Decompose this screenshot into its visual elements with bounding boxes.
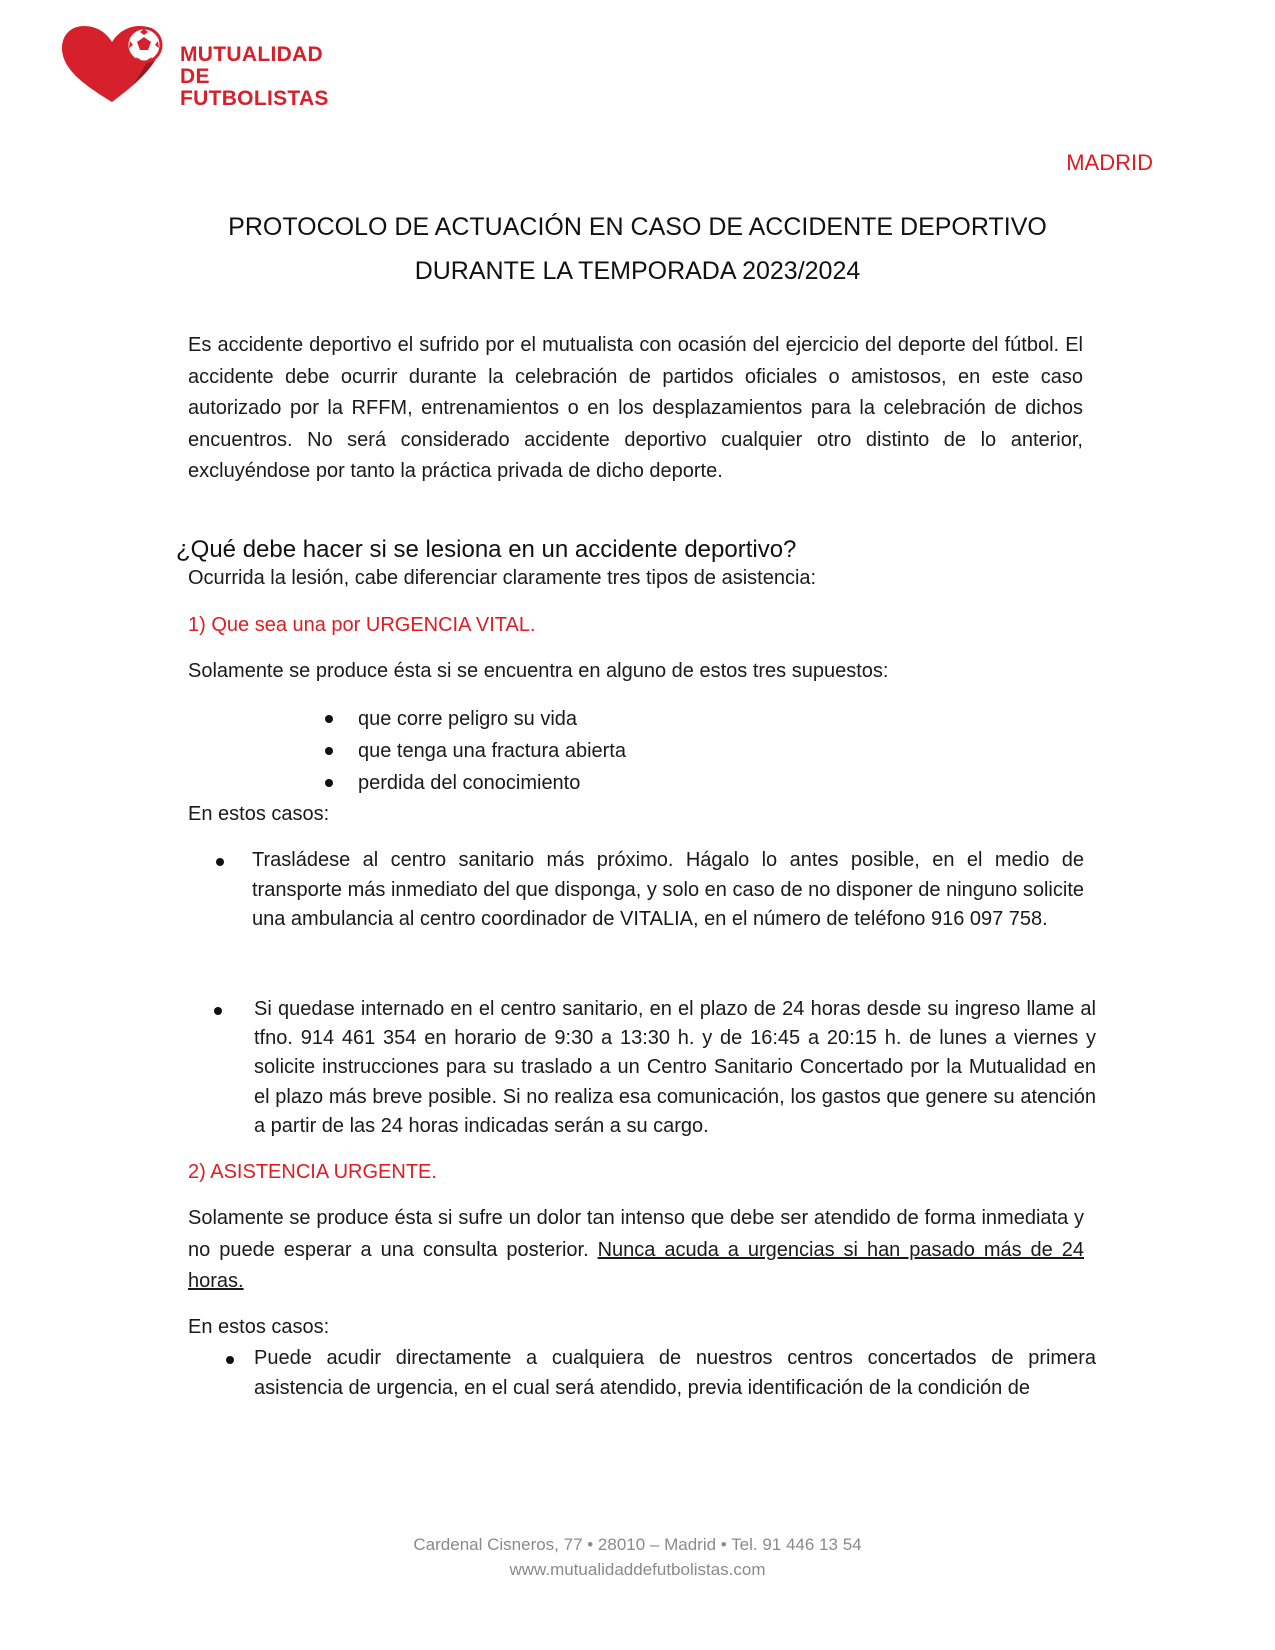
- bullet-icon: [216, 858, 224, 866]
- list-item: Si quedase internado en el centro sanitario, en el plazo de 24 horas desde su ingreso llame al tfno. 914 461 354 en horario de 9:30 a 13:30 h. y de 16:45 a 20:15 h. de lunes a viernes y solicite instrucciones para su traslado a un Centro Sanitario Concertado por la Mutualidad en el plazo más breve posible. Si no realiza esa comunicación, los gastos que genere su atención a partir de las 24 horas indicadas serán a su cargo.: [254, 998, 1096, 1137]
- urgent-heading: 2) ASISTENCIA URGENTE.: [188, 1161, 437, 1183]
- list-item: perdida del conocimiento: [358, 772, 581, 794]
- list-item: que tenga una fractura abierta: [358, 740, 626, 762]
- logo-line-2: DE FUTBOLISTAS: [180, 65, 329, 110]
- vital-heading: 1) Que sea una por URGENCIA VITAL.: [188, 614, 536, 636]
- title-line-1: PROTOCOLO DE ACTUACIÓN EN CASO DE ACCIDENTE DEPORTIVO: [228, 213, 1047, 241]
- bullet-icon: [325, 779, 333, 787]
- bullet-icon: [325, 715, 333, 723]
- urgent-paragraph: [188, 1203, 1084, 1298]
- urgent-warning: Nunca acuda a urgencias si han pasado más de 24 horas.: [188, 1238, 1085, 1292]
- heart-ball-icon: [62, 26, 172, 106]
- logo-line-1: MUTUALIDAD: [180, 43, 323, 66]
- region-label: MADRID: [1066, 150, 1153, 175]
- logo-wordmark: [180, 44, 362, 110]
- urgent-text: Solamente se produce ésta si sufre un dolor tan intenso que debe ser atendido de forma inmediata y no puede esperar a una consulta posterior.: [188, 1207, 1084, 1261]
- page-footer: [0, 1532, 1275, 1582]
- list-item: Trasládese al centro sanitario más próximo. Hágalo lo antes posible, en el medio de transporte más inmediato del que disponga, y solo en caso de no disponer de ninguno solicite una ambulancia al centro coordinador de VITALIA, en el número de teléfono 916 097 758.: [252, 849, 1084, 930]
- list-item: que corre peligro su vida: [358, 708, 578, 730]
- list-item: Puede acudir directamente a cualquiera de nuestros centros concertados de primera asistencia de urgencia, en el cual será atendido, previa identificación de la condición de: [254, 1347, 1096, 1399]
- vital-in-these-cases: En estos casos:: [188, 803, 330, 825]
- section-heading: ¿Qué debe hacer si se lesiona en un accidente deportivo?: [176, 536, 797, 563]
- brand-logo: [62, 26, 362, 110]
- title-line-2: DURANTE LA TEMPORADA 2023/2024: [414, 257, 861, 285]
- footer-address: Cardenal Cisneros, 77 • 28010 – Madrid • Tel. 91 446 13 54: [413, 1535, 862, 1554]
- urgent-in-these-cases: En estos casos:: [188, 1316, 330, 1338]
- bullet-icon: [226, 1356, 234, 1364]
- bullet-icon: [214, 1007, 222, 1015]
- vital-intro: Solamente se produce ésta si se encuentra en alguno de estos tres supuestos:: [188, 660, 889, 682]
- footer-website: www.mutualidaddefutbolistas.com: [509, 1560, 766, 1579]
- intro-paragraph: Es accidente deportivo el sufrido por el mutualista con ocasión del ejercicio del deporte del fútbol. El accidente debe ocurrir durante la celebración de partidos oficiales o amistosos, en este caso autorizado por la RFFM, entrenamientos o en los desplazamientos para la celebración de dichos encuentros. No será considerado accidente deportivo cualquier otro distinto de lo anterior, excluyéndose por tanto la práctica privada de dicho deporte.: [188, 334, 1083, 482]
- section-intro: Ocurrida la lesión, cabe diferenciar claramente tres tipos de asistencia:: [188, 567, 817, 589]
- bullet-icon: [325, 747, 333, 755]
- document-title: [150, 205, 1125, 293]
